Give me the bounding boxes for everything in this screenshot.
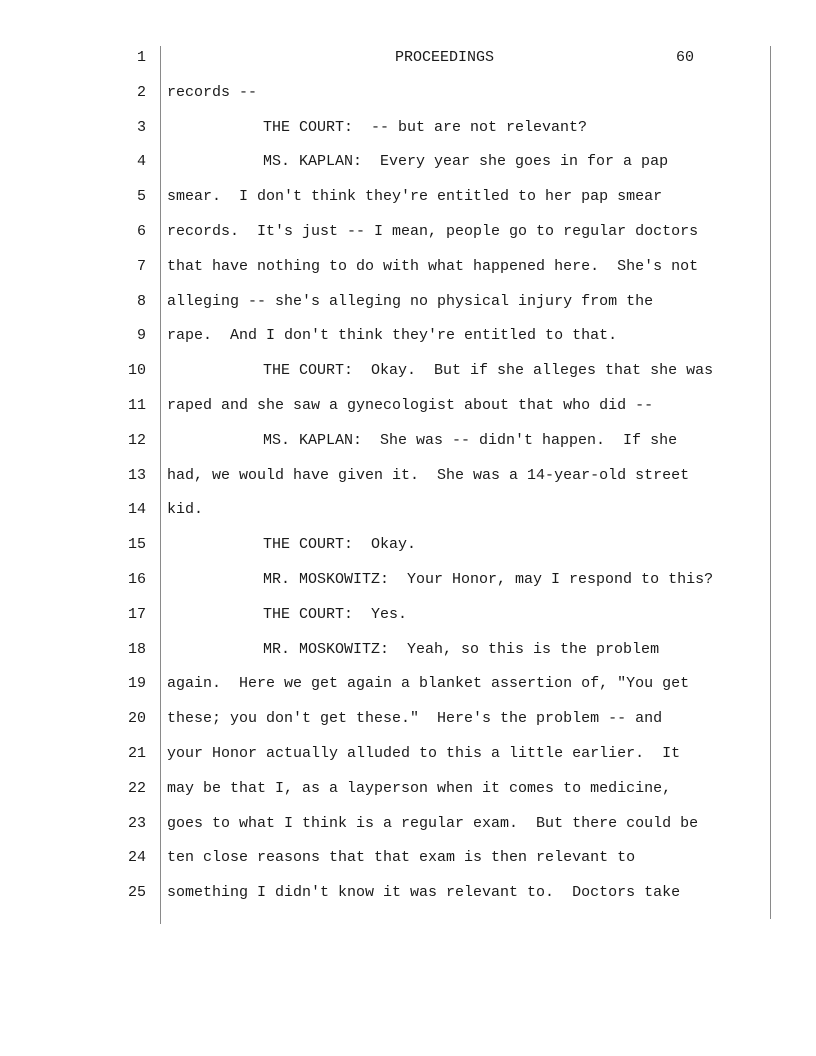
line-number: 11 bbox=[127, 396, 146, 414]
line-text: smear. I don't think they're entitled to her pap smear bbox=[167, 188, 663, 206]
transcript-line bbox=[0, 108, 816, 143]
line-text: again. Here we get again a blanket assertion of, "You get bbox=[167, 675, 690, 693]
line-number: 6 bbox=[136, 222, 146, 240]
line-text: rape. And I don't think they're entitled to that. bbox=[167, 327, 618, 345]
line-text: THE COURT: -- but are not relevant? bbox=[263, 118, 588, 136]
transcript-line bbox=[0, 873, 816, 908]
line-number: 12 bbox=[127, 431, 146, 449]
transcript-line bbox=[0, 490, 816, 525]
transcript-line bbox=[0, 247, 816, 282]
line-number: 9 bbox=[136, 327, 146, 345]
line-text: alleging -- she's alleging no physical injury from the bbox=[167, 292, 654, 310]
line-number: 2 bbox=[136, 83, 146, 101]
line-text: records. It's just -- I mean, people go to regular doctors bbox=[167, 222, 699, 240]
line-number: 20 bbox=[127, 710, 146, 728]
transcript-line bbox=[0, 421, 816, 456]
line-number: 10 bbox=[127, 362, 146, 380]
line-text: that have nothing to do with what happened here. She's not bbox=[167, 257, 699, 275]
line-number: 3 bbox=[136, 118, 146, 136]
line-text: something I didn't know it was relevant to. Doctors take bbox=[167, 884, 681, 902]
line-text: MR. MOSKOWITZ: Yeah, so this is the problem bbox=[263, 640, 660, 658]
transcript-line bbox=[0, 595, 816, 630]
line-text: MR. MOSKOWITZ: Your Honor, may I respond to this? bbox=[263, 570, 714, 588]
line-number: 8 bbox=[136, 292, 146, 310]
page-number: 60 bbox=[676, 49, 695, 66]
transcript-lines bbox=[0, 38, 816, 908]
transcript-line bbox=[0, 456, 816, 491]
transcript-line bbox=[0, 664, 816, 699]
line-text: these; you don't get these." Here's the problem -- and bbox=[167, 710, 663, 728]
line-number: 17 bbox=[127, 605, 146, 623]
transcript-line bbox=[0, 212, 816, 247]
line-number: 7 bbox=[136, 257, 146, 275]
transcript-line bbox=[0, 769, 816, 804]
transcript-line bbox=[0, 525, 816, 560]
transcript-line bbox=[0, 73, 816, 108]
line-text: your Honor actually alluded to this a little earlier. It bbox=[167, 744, 681, 762]
line-text: THE COURT: Okay. But if she alleges that she was bbox=[263, 362, 714, 380]
transcript-line bbox=[0, 838, 816, 873]
line-text: raped and she saw a gynecologist about that who did -- bbox=[167, 396, 654, 414]
line-text: THE COURT: Okay. bbox=[263, 536, 417, 554]
page-header-title: PROCEEDINGS bbox=[395, 49, 495, 66]
line-text: THE COURT: Yes. bbox=[263, 605, 408, 623]
line-number: 13 bbox=[127, 466, 146, 484]
transcript-line bbox=[0, 386, 816, 421]
line-text: kid. bbox=[167, 501, 204, 519]
line-number: 24 bbox=[127, 849, 146, 867]
transcript-line bbox=[0, 177, 816, 212]
line-text: may be that I, as a layperson when it comes to medicine, bbox=[167, 779, 672, 797]
line-number: 23 bbox=[127, 814, 146, 832]
transcript-line bbox=[0, 560, 816, 595]
transcript-line bbox=[0, 804, 816, 839]
transcript-line bbox=[0, 142, 816, 177]
line-number: 1 bbox=[136, 49, 146, 66]
line-number: 15 bbox=[127, 536, 146, 554]
line-number: 5 bbox=[136, 188, 146, 206]
line-text: MS. KAPLAN: She was -- didn't happen. If she bbox=[263, 431, 678, 449]
line-text: records -- bbox=[167, 83, 258, 101]
line-number: 4 bbox=[136, 153, 146, 171]
line-text: had, we would have given it. She was a 14-year-old street bbox=[167, 466, 690, 484]
line-text: MS. KAPLAN: Every year she goes in for a pap bbox=[263, 153, 669, 171]
line-number: 19 bbox=[127, 675, 146, 693]
transcript-line bbox=[0, 734, 816, 769]
transcript-line bbox=[0, 282, 816, 317]
line-text: goes to what I think is a regular exam. But there could be bbox=[167, 814, 699, 832]
line-number: 14 bbox=[127, 501, 146, 519]
transcript-line bbox=[0, 316, 816, 351]
line-number: 21 bbox=[127, 744, 146, 762]
line-text: ten close reasons that that exam is then relevant to bbox=[167, 849, 636, 867]
transcript-line bbox=[0, 38, 816, 73]
transcript-line bbox=[0, 630, 816, 665]
line-number: 22 bbox=[127, 779, 146, 797]
line-number: 18 bbox=[127, 640, 146, 658]
line-number: 16 bbox=[127, 570, 146, 588]
transcript-line bbox=[0, 699, 816, 734]
transcript-line bbox=[0, 351, 816, 386]
line-number: 25 bbox=[127, 884, 146, 902]
